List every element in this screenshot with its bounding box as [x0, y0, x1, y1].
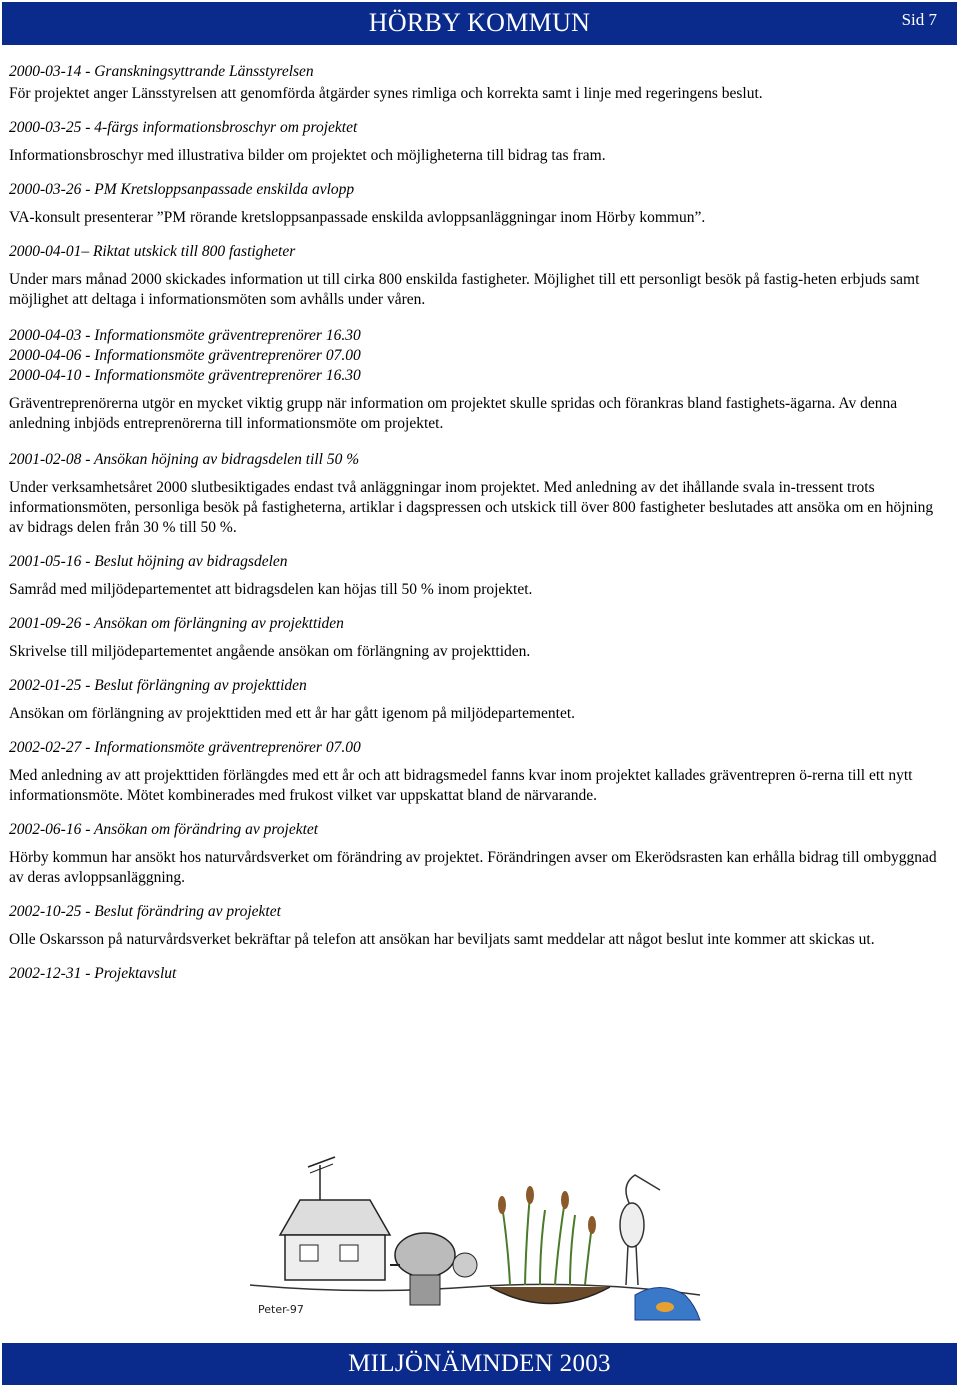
entry-heading: 2001-05-16 - Beslut höjning av bidragsdelen — [9, 553, 288, 570]
entry-heading: 2002-01-25 - Beslut förlängning av projekttiden — [9, 677, 307, 694]
water-icon — [635, 1288, 700, 1321]
entry-heading: 2002-02-27 - Informationsmöte gräventreprenörer 07.00 — [9, 739, 361, 756]
entry-text: Hörby kommun har ansökt hos naturvårdsverket om förändring av projektet. Förändringen avser om Ekerödsrasten kan erhålla bidrag till ombyggnad av deras avloppsanläggning. — [9, 849, 937, 886]
entry-text: Med anledning av att projekttiden förlängdes med ett år och att bidragsmedel fanns kvar inom projektet kallades gräventrepren ö-rerna till ett nytt informationsmöte. Mötet kombinerades med frukost vilket var uppskattat bland de närvarande. — [9, 767, 913, 804]
entry — [9, 614, 944, 662]
entry-text: Ansökan om förlängning av projekttiden med ett år har gått igenom på miljödepartementet. — [9, 705, 576, 722]
entry-text: Skrivelse till miljödepartementet angående ansökan om förlängning av projekttiden. — [9, 643, 531, 660]
entry — [9, 450, 944, 538]
illustration-image — [240, 1145, 710, 1335]
entry — [9, 964, 944, 984]
entry-heading: 2002-12-31 - Projektavslut — [9, 965, 177, 982]
entry — [9, 118, 944, 166]
meeting-line: 2000-04-10 - Informationsmöte gräventreprenörer 16.30 — [9, 367, 361, 384]
entry-text: Gräventreprenörerna utgör en mycket viktig grupp när information om projektet skulle spridas och förankras bland fastighets-ägarna. Av denna anledning inbjöds entreprenörerna till informationsmöte om projektet. — [9, 395, 898, 432]
entry-text: Olle Oskarsson på naturvårdsverket bekräftar på telefon att ansökan har beviljats samt meddelar att något beslut inte kommer att skickas ut. — [9, 931, 875, 948]
entry-heading: 2001-02-08 - Ansökan höjning av bidragsdelen till 50 % — [9, 451, 360, 468]
heron-icon — [620, 1175, 660, 1285]
entry — [9, 62, 944, 104]
entry-text: För projektet anger Länsstyrelsen att genomförda åtgärder synes rimliga och korrekta samt i linje med regeringens beslut. — [9, 85, 763, 102]
entry-text: Samråd med miljödepartementet att bidragsdelen kan höjas till 50 % inom projektet. — [9, 581, 533, 598]
entry — [9, 180, 944, 228]
page-footer — [2, 1343, 957, 1385]
entry-text: Under verksamhetsåret 2000 slutbesiktigades endast två anläggningar inom projektet. Med anledning av det ihållande svala in-tressent trots informationsmöten, personliga besök på fastigheterna, artiklar i dagspressen och utskick till över 800 fastigheter beslutades att ansöka om en höjning av bidrags delen från 30 % till 50 %. — [9, 479, 934, 536]
entry-heading: 2000-03-25 - 4-färgs informationsbroschyr om projektet — [9, 119, 358, 136]
entry — [9, 242, 944, 310]
meeting-line: 2000-04-06 - Informationsmöte gräventreprenörer 07.00 — [9, 347, 361, 364]
footer-title: MILJÖNÄMNDEN 2003 — [348, 1350, 611, 1377]
treatment-tank-icon — [390, 1233, 477, 1305]
entry-heading: 2002-10-25 - Beslut förändring av projektet — [9, 903, 281, 920]
artist-signature: Peter-97 — [258, 1303, 304, 1316]
entry — [9, 738, 944, 806]
header-title: HÖRBY KOMMUN — [368, 8, 591, 37]
document-body — [9, 62, 944, 998]
entry — [9, 902, 944, 950]
entry-text: Under mars månad 2000 skickades information ut till cirka 800 enskilda fastigheter. Möjlighet till ett personligt besök på fastig-heten erbjuds samt möjlighet att deltaga i informationsmöten som avhålls under våren. — [9, 271, 920, 308]
meeting-list — [9, 326, 944, 434]
entry — [9, 820, 944, 888]
entry-text: VA-konsult presenterar ”PM rörande kretsloppsanpassade enskilda avloppsanläggningar inom Hörby kommun”. — [9, 209, 706, 226]
entry — [9, 676, 944, 724]
entry-text: Informationsbroschyr med illustrativa bilder om projektet och möjligheterna till bidrag tas fram. — [9, 147, 606, 164]
entry — [9, 552, 944, 600]
entry-heading: 2002-06-16 - Ansökan om förändring av projektet — [9, 821, 319, 838]
entry-heading: 2000-04-01– Riktat utskick till 800 fastigheter — [9, 243, 296, 260]
sewage-system-drawing — [240, 1145, 710, 1335]
page-number: Sid 7 — [901, 10, 937, 29]
entry-heading: 2000-03-14 - Granskningsyttrande Länsstyrelsen — [9, 63, 314, 80]
entry-heading: 2000-03-26 - PM Kretsloppsanpassade enskilda avlopp — [9, 181, 355, 198]
meeting-line: 2000-04-03 - Informationsmöte gräventreprenörer 16.30 — [9, 327, 361, 344]
reed-bed-icon — [502, 1195, 592, 1285]
page-header — [2, 2, 957, 45]
house-icon — [280, 1157, 390, 1280]
entry-heading: 2001-09-26 - Ansökan om förlängning av projekttiden — [9, 615, 344, 632]
